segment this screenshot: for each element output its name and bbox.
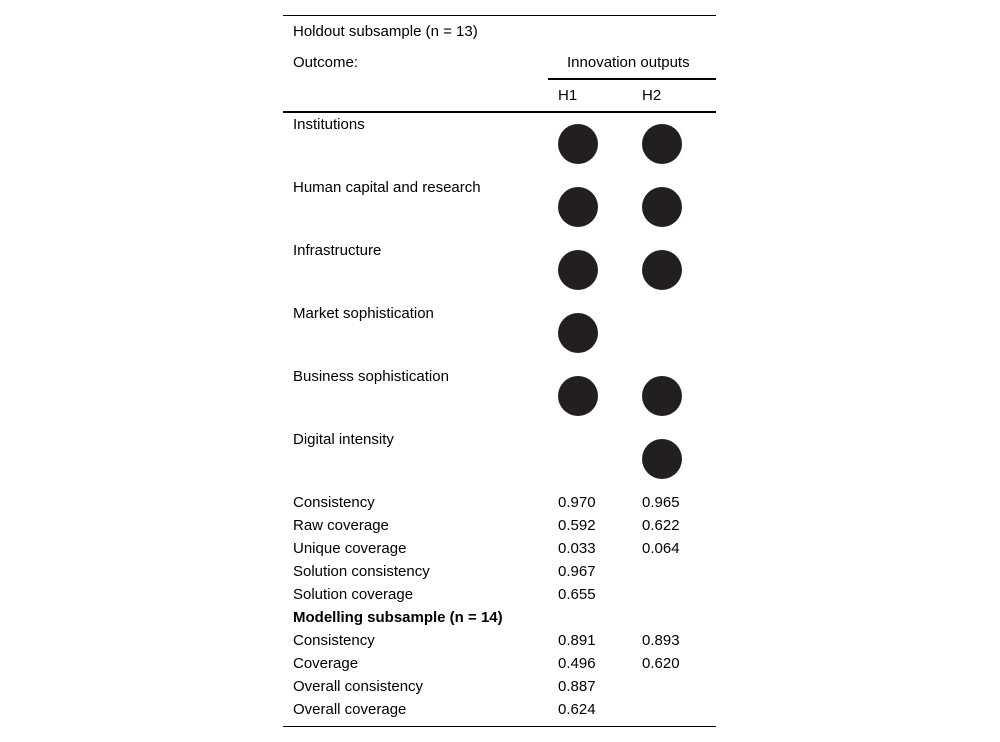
column-header-h1: H1	[558, 87, 578, 104]
stat-label: Unique coverage	[293, 540, 407, 557]
stat-label: Raw coverage	[293, 517, 389, 534]
presence-dot-h2	[642, 187, 682, 227]
stat-value-h1: 0.887	[558, 678, 596, 695]
stat-value-h1: 0.967	[558, 563, 596, 580]
outcome-label: Outcome:	[293, 54, 359, 71]
stat-value-h1: 0.592	[558, 517, 596, 534]
stat-label: Solution coverage	[293, 586, 414, 603]
stat-value-h2: 0.064	[642, 540, 680, 557]
stat-label: Overall consistency	[293, 678, 424, 695]
condition-label: Business sophistication	[293, 368, 449, 385]
stat-label: Solution consistency	[293, 563, 430, 580]
group-header: Innovation outputs	[567, 54, 690, 71]
stat-value-h2: 0.622	[642, 517, 680, 534]
stat-value-h2: 0.620	[642, 655, 680, 672]
condition-label: Digital intensity	[293, 431, 394, 448]
presence-dot-h2	[642, 376, 682, 416]
stat-value-h1: 0.891	[558, 632, 596, 649]
stat-label: Consistency	[293, 494, 375, 511]
stat-label: Consistency	[293, 632, 375, 649]
stat-value-h2: 0.965	[642, 494, 680, 511]
stat-value-h1: 0.033	[558, 540, 596, 557]
presence-dot-h2	[642, 250, 682, 290]
presence-dot-h1	[558, 313, 598, 353]
condition-label: Human capital and research	[293, 179, 481, 196]
presence-dot-h2	[642, 439, 682, 479]
stat-value-h1: 0.970	[558, 494, 596, 511]
top-rule	[283, 15, 716, 16]
presence-dot-h2	[642, 124, 682, 164]
modelling-subsample-title: Modelling subsample (n = 14)	[293, 609, 503, 626]
header-rule	[283, 111, 716, 113]
column-header-h2: H2	[642, 87, 662, 104]
stat-value-h2: 0.893	[642, 632, 680, 649]
presence-dot-h1	[558, 250, 598, 290]
results-table	[283, 15, 716, 727]
stat-label: Overall coverage	[293, 701, 407, 718]
presence-dot-h1	[558, 124, 598, 164]
stat-label: Coverage	[293, 655, 359, 672]
presence-dot-h1	[558, 376, 598, 416]
group-header-rule	[548, 78, 716, 80]
stat-value-h1: 0.496	[558, 655, 596, 672]
stat-value-h1: 0.655	[558, 586, 596, 603]
stat-value-h1: 0.624	[558, 701, 596, 718]
condition-label: Market sophistication	[293, 305, 434, 322]
condition-label: Institutions	[293, 116, 365, 133]
condition-label: Infrastructure	[293, 242, 382, 259]
presence-dot-h1	[558, 187, 598, 227]
bottom-rule	[283, 726, 716, 727]
table-title: Holdout subsample (n = 13)	[293, 23, 478, 40]
